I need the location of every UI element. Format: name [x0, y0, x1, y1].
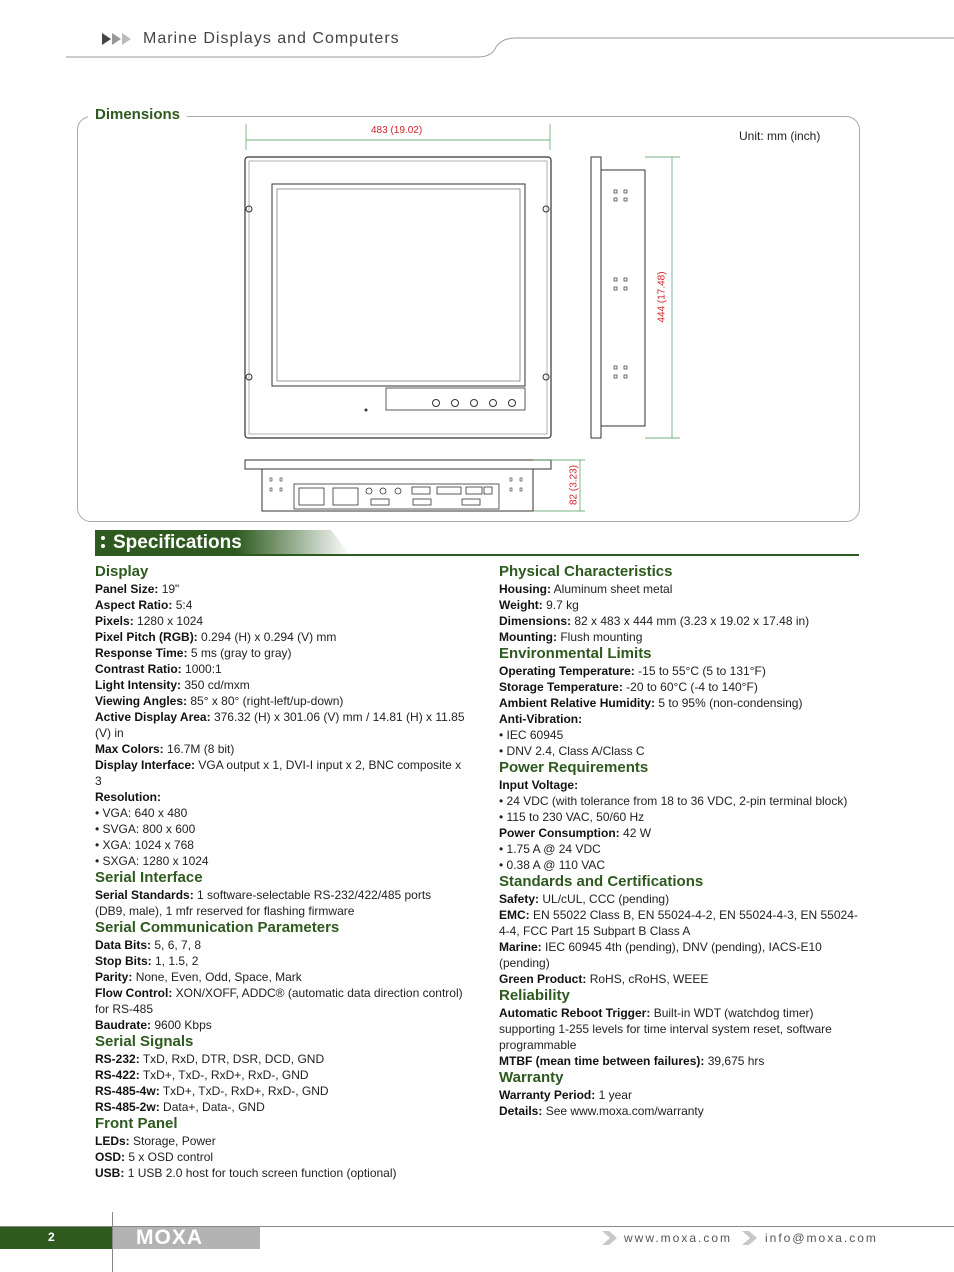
spec-row — [95, 1149, 465, 1165]
spec-value: Flush mounting — [560, 630, 643, 644]
spec-label: MTBF (mean time between failures): — [499, 1054, 705, 1068]
spec-value: -20 to 60°C (-4 to 140°F) — [626, 680, 758, 694]
spec-label: Marine: — [499, 940, 542, 954]
spec-row — [95, 953, 465, 969]
spec-label: Viewing Angles: — [95, 694, 188, 708]
spec-row — [499, 857, 859, 873]
spec-row — [499, 777, 859, 793]
spec-value: • 24 VDC (with tolerance from 18 to 36 VDC, 2-pin terminal block) — [499, 794, 848, 808]
spec-label: Light Intensity: — [95, 678, 181, 692]
spec-row — [95, 985, 465, 1017]
spec-section-title: Serial Interface — [95, 869, 203, 886]
spec-row — [95, 1051, 465, 1067]
spec-section-title: Reliability — [499, 987, 570, 1004]
page-number-box — [0, 1227, 112, 1249]
spec-row — [95, 757, 465, 789]
spec-section-title: Serial Communication Parameters — [95, 919, 340, 936]
spec-label: RS-485-4w: — [95, 1084, 160, 1098]
spec-row — [95, 887, 465, 919]
spec-value: 376.32 (H) x 301.06 (V) mm / 14.81 (H) x 11.85 (V) in — [95, 710, 465, 740]
spec-value: 85° x 80° (right-left/up-down) — [190, 694, 344, 708]
spec-value: • SVGA: 800 x 600 — [95, 822, 196, 836]
spec-label: Stop Bits: — [95, 954, 152, 968]
spec-section — [499, 563, 859, 645]
spec-row — [499, 793, 859, 809]
spec-section — [95, 1033, 465, 1115]
spec-value: XON/XOFF, ADDC® (automatic data direction control) for RS-485 — [95, 986, 463, 1016]
spec-value: • VGA: 640 x 480 — [95, 806, 188, 820]
spec-section-title: Front Panel — [95, 1115, 178, 1132]
footer-email[interactable]: info@moxa.com — [765, 1231, 878, 1245]
spec-row — [499, 809, 859, 825]
chevron-right-icon — [600, 1229, 620, 1247]
spec-value: • IEC 60945 — [499, 728, 564, 742]
spec-label: Automatic Reboot Trigger: — [499, 1006, 651, 1020]
spec-row — [95, 1067, 465, 1083]
specifications-title: Specifications — [113, 532, 242, 553]
spec-label: RS-232: — [95, 1052, 140, 1066]
spec-row — [95, 693, 465, 709]
spec-value: 1280 x 1024 — [137, 614, 204, 628]
spec-row — [499, 1005, 859, 1053]
spec-value: • SXGA: 1280 x 1024 — [95, 854, 209, 868]
spec-label: Warranty Period: — [499, 1088, 596, 1102]
spec-value: Built-in WDT (watchdog timer) supporting 1-255 levels for time interval system reset, software programmable — [499, 1006, 832, 1052]
spec-section-title: Warranty — [499, 1069, 564, 1086]
spec-value: 9600 Kbps — [154, 1018, 212, 1032]
spec-value: Data+, Data-, GND — [163, 1100, 265, 1114]
spec-value: 1, 1.5, 2 — [155, 954, 199, 968]
spec-value: -15 to 55°C (5 to 131°F) — [638, 664, 766, 678]
spec-section — [95, 869, 465, 919]
spec-row — [95, 837, 465, 853]
spec-row — [95, 805, 465, 821]
spec-value: RoHS, cRoHS, WEEE — [589, 972, 709, 986]
spec-row — [95, 645, 465, 661]
spec-section — [499, 873, 859, 987]
spec-label: Parity: — [95, 970, 133, 984]
height-dimension-label: 444 (17.48) — [656, 271, 668, 323]
spec-value: 5 x OSD control — [128, 1150, 214, 1164]
moxa-logo-text: MOXA — [136, 1226, 203, 1249]
spec-label: Resolution: — [95, 790, 161, 804]
spec-row — [95, 937, 465, 953]
spec-column-right — [499, 563, 859, 1119]
spec-row — [499, 629, 859, 645]
spec-value: TxD+, TxD-, RxD+, RxD-, GND — [142, 1068, 309, 1082]
spec-row — [95, 581, 465, 597]
spec-row — [499, 663, 859, 679]
spec-label: Active Display Area: — [95, 710, 211, 724]
spec-row — [499, 939, 859, 971]
spec-row — [499, 841, 859, 857]
spec-value: • 115 to 230 VAC, 50/60 Hz — [499, 810, 645, 824]
width-dimension-label: 483 (19.02) — [371, 125, 423, 136]
spec-value: 5 to 95% (non-condensing) — [658, 696, 803, 710]
spec-label: Details: — [499, 1104, 543, 1118]
spec-label: Data Bits: — [95, 938, 152, 952]
spec-section — [499, 759, 859, 873]
spec-value: 19" — [161, 582, 180, 596]
spec-value: • 0.38 A @ 110 VAC — [499, 858, 606, 872]
spec-value: None, Even, Odd, Space, Mark — [135, 970, 302, 984]
spec-section-title: Power Requirements — [499, 759, 649, 776]
spec-label: Operating Temperature: — [499, 664, 635, 678]
spec-row — [499, 825, 859, 841]
spec-label: Panel Size: — [95, 582, 159, 596]
spec-label: Display Interface: — [95, 758, 196, 772]
spec-row — [95, 597, 465, 613]
spec-row — [499, 695, 859, 711]
spec-section — [499, 645, 859, 759]
spec-value: 9.7 kg — [546, 598, 579, 612]
spec-value: 350 cd/mxm — [184, 678, 250, 692]
spec-section-title: Standards and Certifications — [499, 873, 704, 890]
spec-value: 5:4 — [175, 598, 193, 612]
spec-row — [499, 907, 859, 939]
spec-label: Storage Temperature: — [499, 680, 623, 694]
spec-row — [95, 677, 465, 693]
spec-row — [95, 1083, 465, 1099]
spec-label: Dimensions: — [499, 614, 572, 628]
spec-row — [499, 1053, 859, 1069]
spec-row — [499, 1103, 859, 1119]
spec-label: Max Colors: — [95, 742, 164, 756]
spec-label: Aspect Ratio: — [95, 598, 173, 612]
spec-value: 0.294 (H) x 0.294 (V) mm — [201, 630, 337, 644]
spec-row — [95, 661, 465, 677]
dimensions-title: Dimensions — [88, 106, 187, 123]
spec-label: Power Consumption: — [499, 826, 620, 840]
spec-label: Housing: — [499, 582, 551, 596]
spec-label: Flow Control: — [95, 986, 173, 1000]
spec-section — [95, 919, 465, 1033]
spec-value: 5, 6, 7, 8 — [154, 938, 202, 952]
spec-value: • XGA: 1024 x 768 — [95, 838, 194, 852]
spec-label: Ambient Relative Humidity: — [499, 696, 656, 710]
spec-section — [499, 987, 859, 1069]
spec-section-title: Display — [95, 563, 149, 580]
spec-label: Weight: — [499, 598, 543, 612]
spec-value: See www.moxa.com/warranty — [545, 1104, 704, 1118]
spec-section — [95, 563, 465, 869]
spec-row — [95, 1099, 465, 1115]
spec-value: TxD+, TxD-, RxD+, RxD-, GND — [162, 1084, 329, 1098]
spec-value: 42 W — [623, 826, 652, 840]
spec-label: Green Product: — [499, 972, 587, 986]
spec-row — [95, 853, 465, 869]
spec-row — [499, 679, 859, 695]
spec-section — [499, 1069, 859, 1119]
spec-value: 1 year — [598, 1088, 632, 1102]
spec-row — [95, 709, 465, 741]
spec-value: Aluminum sheet metal — [553, 582, 673, 596]
spec-row — [499, 613, 859, 629]
spec-label: Baudrate: — [95, 1018, 152, 1032]
spec-label: Response Time: — [95, 646, 188, 660]
spec-label: Input Voltage: — [499, 778, 579, 792]
footer-website[interactable]: www.moxa.com — [624, 1231, 733, 1245]
chevron-right-icon — [740, 1229, 760, 1247]
spec-value: Storage, Power — [133, 1134, 216, 1148]
spec-value: UL/cUL, CCC (pending) — [542, 892, 670, 906]
spec-section-title: Environmental Limits — [499, 645, 652, 662]
spec-row — [499, 891, 859, 907]
spec-row — [95, 613, 465, 629]
spec-value: • DNV 2.4, Class A/Class C — [499, 744, 645, 758]
page-number: 2 — [48, 1230, 55, 1244]
spec-label: RS-485-2w: — [95, 1100, 160, 1114]
spec-label: Pixel Pitch (RGB): — [95, 630, 198, 644]
dimension-drawing — [0, 0, 954, 520]
spec-value: EN 55022 Class B, EN 55024-4-2, EN 55024-4-3, EN 55024-4-4, FCC Part 15 Subpart B Class A — [499, 908, 858, 938]
spec-row — [499, 597, 859, 613]
spec-value: 39,675 hrs — [707, 1054, 765, 1068]
spec-value: • 1.75 A @ 24 VDC — [499, 842, 601, 856]
spec-row — [499, 743, 859, 759]
spec-section-title: Physical Characteristics — [499, 563, 673, 580]
spec-label: LEDs: — [95, 1134, 130, 1148]
spec-row — [95, 821, 465, 837]
spec-value: VGA output x 1, DVI-I input x 2, BNC composite x 3 — [95, 758, 462, 788]
unit-label: Unit: mm (inch) — [739, 129, 821, 143]
spec-value: 1000:1 — [185, 662, 222, 676]
specifications-rule — [95, 554, 859, 556]
spec-value: 1 USB 2.0 host for touch screen function (optional) — [127, 1166, 397, 1180]
depth-dimension-label: 82 (3.23) — [568, 464, 580, 506]
spec-label: OSD: — [95, 1150, 125, 1164]
spec-row — [95, 969, 465, 985]
spec-row — [95, 1133, 465, 1149]
spec-row — [95, 1165, 465, 1181]
spec-label: Serial Standards: — [95, 888, 194, 902]
spec-row — [499, 727, 859, 743]
spec-label: Anti-Vibration: — [499, 712, 583, 726]
spec-row — [499, 711, 859, 727]
header-title: Marine Displays and Computers — [143, 30, 400, 47]
spec-value: 82 x 483 x 444 mm (3.23 x 19.02 x 17.48 in) — [574, 614, 810, 628]
spec-column-left — [95, 563, 465, 1181]
spec-row — [95, 789, 465, 805]
spec-label: Safety: — [499, 892, 540, 906]
spec-section-title: Serial Signals — [95, 1033, 194, 1050]
spec-label: USB: — [95, 1166, 125, 1180]
spec-value: 5 ms (gray to gray) — [190, 646, 292, 660]
spec-label: Contrast Ratio: — [95, 662, 182, 676]
spec-value: TxD, RxD, DTR, DSR, DCD, GND — [142, 1052, 325, 1066]
spec-row — [499, 971, 859, 987]
spec-label: Pixels: — [95, 614, 134, 628]
spec-value: IEC 60945 4th (pending), DNV (pending), IACS-E10 (pending) — [499, 940, 822, 970]
spec-row — [499, 1087, 859, 1103]
spec-label: EMC: — [499, 908, 530, 922]
spec-row — [95, 741, 465, 757]
spec-section — [95, 1115, 465, 1181]
spec-label: Mounting: — [499, 630, 557, 644]
spec-row — [95, 629, 465, 645]
spec-label: RS-422: — [95, 1068, 140, 1082]
spec-value: 16.7M (8 bit) — [167, 742, 235, 756]
spec-value: 1 software-selectable RS-232/422/485 ports (DB9, male), 1 mfr reserved for flashing firmware — [95, 888, 432, 918]
spec-row — [499, 581, 859, 597]
spec-row — [95, 1017, 465, 1033]
